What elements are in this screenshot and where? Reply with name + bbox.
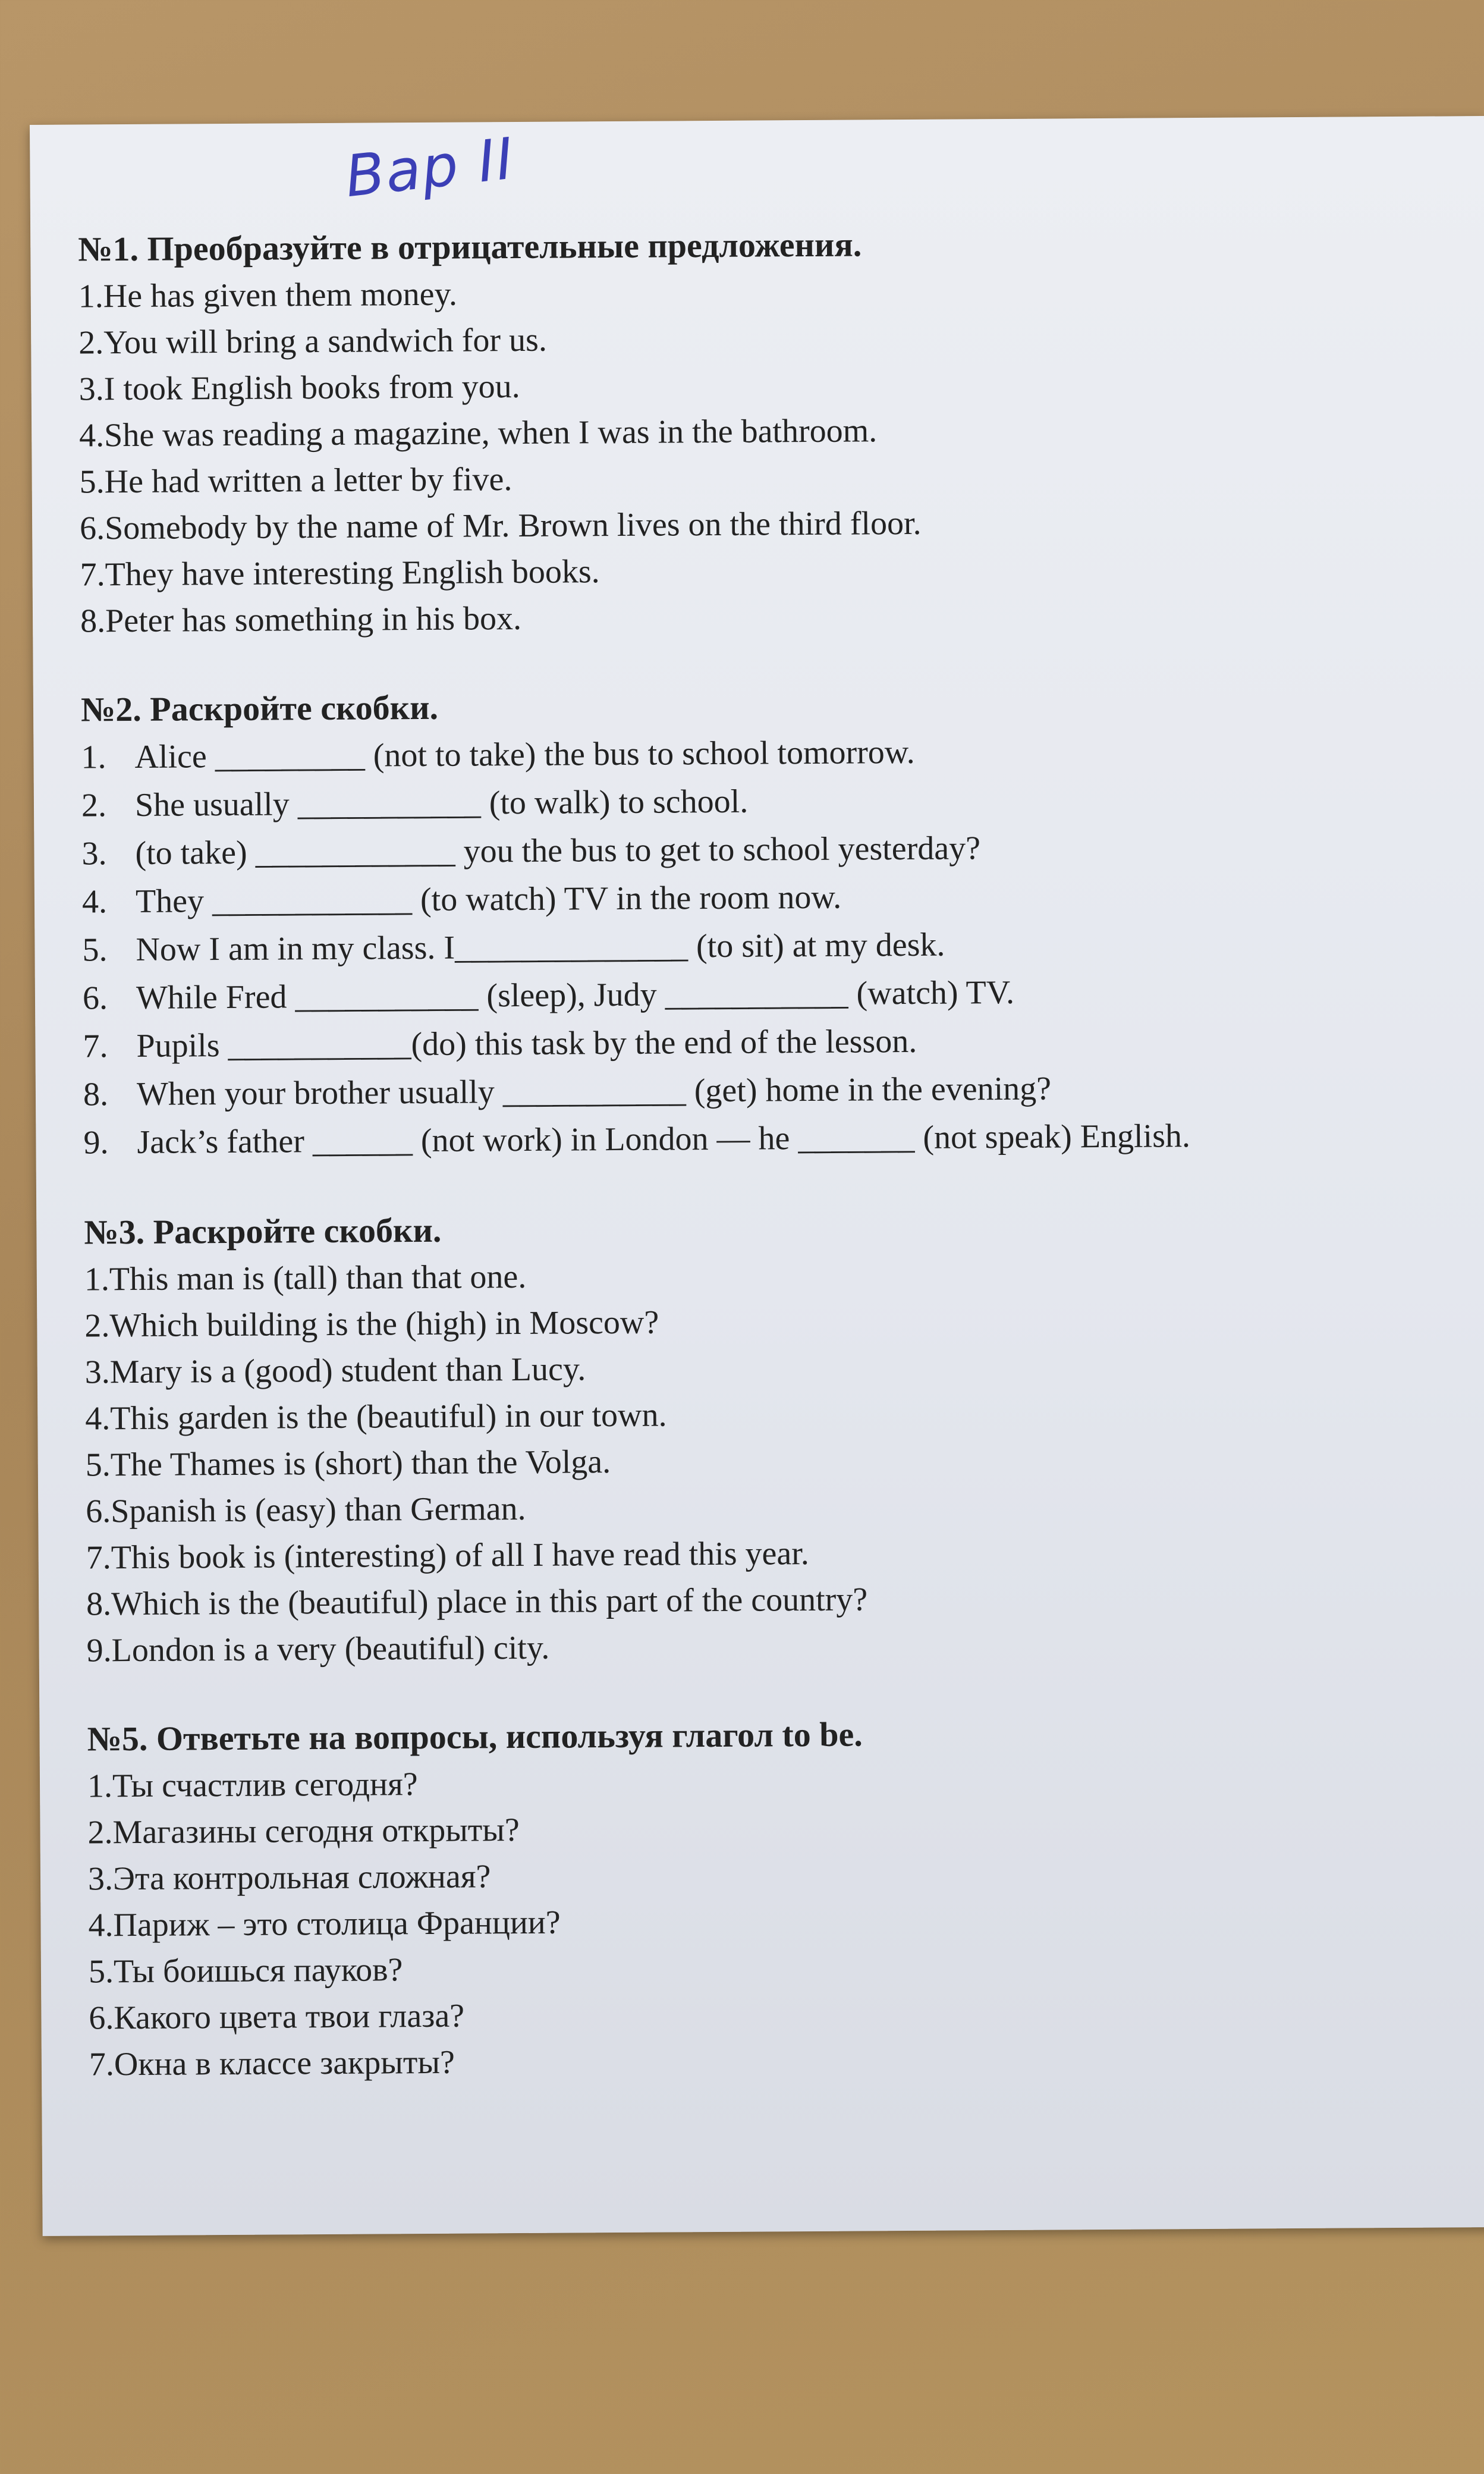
list-item (85, 1340, 1456, 1395)
item-number: 6. (89, 1999, 114, 2037)
item-text: Which is the (beautiful) place in this part of the country? (111, 1581, 868, 1623)
item-text: Now I am in my class. I______________ (to sit) at my desk. (136, 926, 945, 968)
item-number: 9. (83, 1124, 109, 1161)
item-text: Ты боишься пауков? (113, 1951, 403, 1990)
item-number: 1. (84, 1261, 110, 1298)
item-number: 1. (78, 278, 103, 315)
section-heading: №3. Раскройте скобки. (84, 1210, 442, 1252)
list-item (83, 1062, 1454, 1119)
item-text: London is a very (beautiful) city. (111, 1629, 550, 1669)
list-item (87, 1801, 1458, 1856)
item-text: You will bring a sandwich for us. (103, 321, 548, 362)
item-text: Эта контрольная сложная? (112, 1858, 491, 1898)
section-3 (84, 1200, 1458, 1674)
item-text: Somebody by the name of Mr. Brown lives on the third floor. (104, 504, 922, 547)
list-item (86, 1572, 1457, 1627)
item-text: This book is (interesting) of all I have read this year. (111, 1535, 810, 1577)
list-item (83, 1014, 1454, 1070)
item-number: 2. (84, 1307, 110, 1345)
list-item (81, 725, 1452, 781)
item-text: Peter has something in his box. (105, 599, 522, 640)
list-item (81, 773, 1452, 830)
list-item (78, 265, 1450, 319)
section-1 (78, 217, 1451, 644)
item-number: 6. (79, 510, 105, 547)
list-item (82, 918, 1453, 974)
worksheet-content (78, 217, 1461, 2129)
list-item (86, 1526, 1457, 1581)
list-item (89, 1986, 1460, 2041)
item-number: 7. (89, 2046, 115, 2083)
item-text: Pupils ___________(do) this task by the end of the lesson. (136, 1022, 917, 1065)
item-text: This man is (tall) than that one. (109, 1258, 527, 1298)
item-text: She usually ___________ (to walk) to school. (134, 783, 749, 824)
item-number: 8. (80, 602, 106, 640)
item-text: Which building is the (high) in Moscow? (109, 1304, 659, 1345)
list-item (87, 1754, 1458, 1809)
list-item (80, 589, 1451, 644)
item-number: 5. (85, 1446, 111, 1484)
item-text: Какого цвета твои глаза? (114, 1997, 465, 2037)
list-item (89, 1940, 1460, 1995)
list-item (85, 1387, 1456, 1442)
list-item (79, 404, 1450, 459)
item-text: Магазины сегодня открыты? (112, 1811, 520, 1851)
list-item (88, 1894, 1459, 1948)
worksheet-paper (30, 116, 1484, 2236)
list-item (83, 966, 1454, 1022)
list-item (81, 821, 1452, 878)
list-item (89, 2033, 1460, 2087)
item-text: Париж – это столица Франции? (113, 1904, 561, 1944)
item-number: 7. (80, 556, 105, 594)
section-heading: №1. Преобразуйте в отрицательные предложения. (78, 225, 862, 269)
item-number: 4. (88, 1907, 114, 1944)
list-item (82, 869, 1453, 926)
item-text: He had written a letter by five. (104, 461, 513, 501)
item-number: 7. (86, 1539, 111, 1577)
exercise-list (87, 1754, 1460, 2087)
list-item (78, 311, 1450, 366)
item-text: She was reading a magazine, when I was in the bathroom. (104, 412, 878, 454)
item-number: 3. (87, 1860, 114, 1898)
section-heading: №2. Раскройте скобки. (80, 687, 439, 729)
item-number: 5. (82, 931, 108, 969)
list-item (86, 1433, 1457, 1488)
item-text: Jack’s father ______ (not work) in London — he _______ (not speak) English. (137, 1117, 1191, 1161)
item-number: 3. (81, 835, 107, 872)
list-item (83, 1110, 1454, 1167)
exercise-list (84, 1248, 1458, 1674)
item-number: 6. (82, 979, 108, 1017)
list-item (84, 1294, 1455, 1349)
section-5 (87, 1707, 1460, 2087)
item-number: 9. (86, 1632, 112, 1669)
item-number: 6. (86, 1493, 111, 1530)
item-number: 8. (83, 1076, 109, 1113)
list-item (79, 450, 1450, 505)
item-text: Окна в классе закрыты? (114, 2043, 455, 2083)
list-item (88, 1847, 1459, 1902)
list-item (84, 1248, 1455, 1302)
item-number: 8. (86, 1586, 112, 1623)
item-number: 3. (84, 1354, 111, 1391)
list-item (86, 1619, 1457, 1674)
item-number: 5. (79, 463, 105, 501)
item-text: He has given them money. (103, 275, 458, 315)
item-number: 2. (87, 1814, 113, 1851)
item-number: 5. (88, 1953, 114, 1990)
exercise-list (81, 725, 1454, 1167)
item-text: They have interesting English books. (105, 553, 600, 594)
item-number: 1. (87, 1767, 113, 1805)
list-item (80, 497, 1451, 551)
handwritten-variant-note: Вар II (342, 125, 518, 211)
section-2 (81, 677, 1455, 1167)
item-text: Alice _________ (not to take) the bus to school tomorrow. (134, 733, 915, 776)
exercise-list (78, 265, 1452, 644)
item-number: 3. (78, 371, 104, 408)
item-number: 4. (79, 417, 105, 454)
item-text: Mary is a (good) student than Lucy. (109, 1351, 586, 1391)
section-heading: №5. Ответьте на вопросы, используя глагол to be. (87, 1715, 863, 1759)
item-number: 7. (83, 1028, 108, 1065)
item-number: 1. (81, 739, 106, 776)
item-text: Ты счастлив сегодня? (112, 1766, 418, 1805)
item-text: While Fred ___________ (sleep), Judy ___________ (watch) TV. (136, 974, 1015, 1016)
item-text: Spanish is (easy) than German. (111, 1490, 526, 1530)
item-text: When your brother usually ___________ (get) home in the evening? (136, 1070, 1052, 1113)
item-text: They ____________ (to watch) TV in the room now. (135, 878, 842, 920)
item-text: This garden is the (beautiful) in our town. (110, 1396, 667, 1437)
item-text: The Thames is (short) than the Volga. (110, 1443, 611, 1484)
list-item (86, 1480, 1457, 1534)
item-number: 2. (78, 324, 104, 362)
list-item (78, 357, 1450, 412)
list-item (80, 543, 1451, 598)
item-text: I took English books from you. (103, 368, 520, 408)
item-number: 4. (81, 883, 108, 921)
item-number: 2. (81, 787, 107, 824)
item-number: 4. (85, 1400, 111, 1437)
item-text: (to take) ____________ you the bus to get to school yesterday? (135, 830, 981, 872)
